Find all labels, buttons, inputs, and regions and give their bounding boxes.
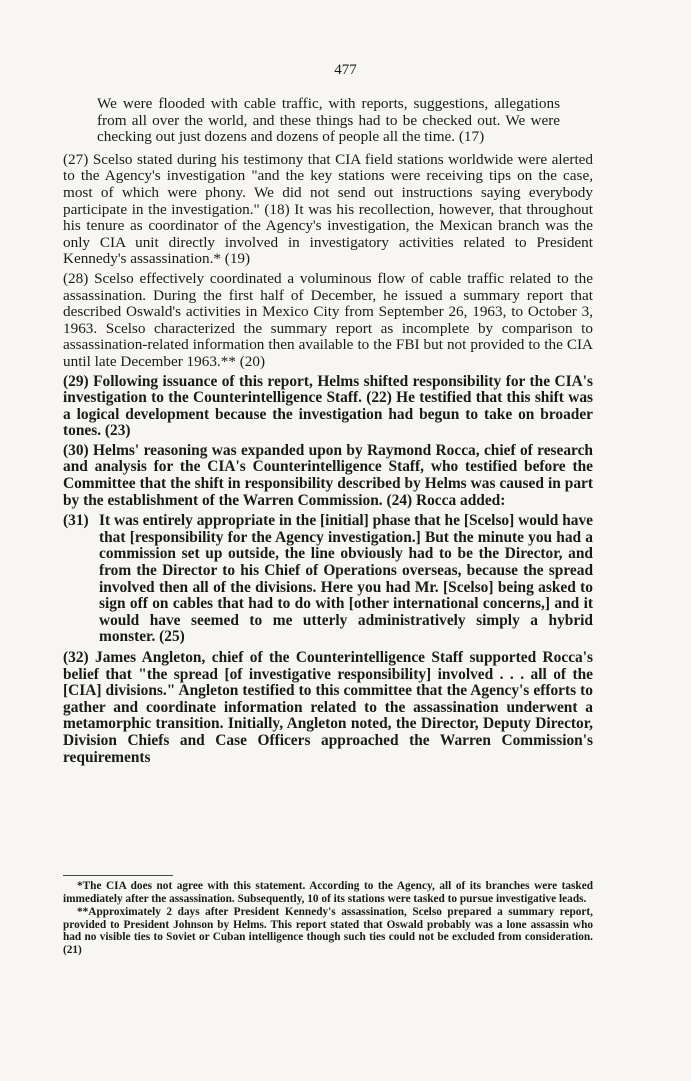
- footnote-1: *The CIA does not agree with this statement. According to the Agency, all of its branches were tasked immediately after the assassination. Subsequently, 10 of its stations were tasked to pursue investigative leads.: [63, 880, 593, 905]
- paragraph-28: (28) Scelso effectively coordinated a voluminous flow of cable traffic related to the assassination. During the first half of December, he issued a summary report that described Oswald's activities in Mexico City from September 26, 1963, to October 3, 1963. Scelso characterized the summary report as incomplete by comparison to assassination-related information then available to the FBI but not provided to the CIA until late December 1963.** (20): [63, 269, 593, 370]
- paragraph-31-text: It was entirely appropriate in the [initial] phase that he [Scelso] would have that [responsibility for the Agency investigation.] But the minute you had a commission set up outside, the line obviously had to be the Director, and from the Director to his Chief of Operations overseas, because the spread involved then all of the divisions. Here you had Mr. [Scelso] being asked to sign off on cables that had to do with [other international concerns,] and it would have seemed to me utterly administratively simply a hybrid monster. (25): [99, 512, 593, 646]
- paragraph-quote-intro: We were flooded with cable traffic, with reports, suggestions, allegations from all over the world, and these things had to be checked out. We were checking out just dozens and dozens of people all the time. (17): [97, 95, 560, 146]
- page-number: 477: [334, 62, 357, 78]
- footnote-2: **Approximately 2 days after President Kennedy's assassination, Scelso prepared a summary report, provided to President Johnson by Helms. This report stated that Oswald probably was a lone assassin who had no visible ties to Soviet or Cuban intelligence though such ties could not be excluded from consideration. (21): [63, 906, 593, 956]
- paragraph-29: (29) Following issuance of this report, Helms shifted responsibility for the CIA's investigation to the Counterintelligence Staff. (22) He testified that this shift was a logical development because the investigation had begun to take on broader tones. (23): [63, 372, 593, 440]
- paragraph-32: (32) James Angleton, chief of the Counterintelligence Staff supported Rocca's belief that "the spread [of investigative responsibility] involved . . . all of the [CIA] divisions." Angleton testified to this committee that the Agency's efforts to gather and coordinate information related to the assassination underwent a metamorphic transition. Initially, Angleton noted, the Director, Deputy Director, Division Chiefs and Case Officers approached the Warren Commission's requirements: [63, 649, 593, 766]
- footnotes: [63, 875, 593, 958]
- paragraph-27: (27) Scelso stated during his testimony that CIA field stations worldwide were alerted to the Agency's investigation "and the key stations were receiving tips on the case, most of which were phony. We did not send out instructions saying everybody participate in the investigation." (18) It was his recollection, however, that throughout his tenure as coordinator of the Agency's investigation, the Mexican branch was the only CIA unit directly involved in investigatory activities related to President Kennedy's assassination.* (19): [63, 150, 593, 268]
- paragraph-31: [63, 513, 593, 646]
- footnote-rule: [63, 875, 173, 876]
- paragraph-31-number: (31): [63, 512, 89, 530]
- paragraph-30: (30) Helms' reasoning was expanded upon by Raymond Rocca, chief of research and analysis for the CIA's Counterintelligence Staff, who testified before the Committee that the shift in responsibility described by Helms was caused in part by the establishment of the Warren Commission. (24) Rocca added:: [63, 441, 593, 509]
- body-text: [63, 96, 593, 769]
